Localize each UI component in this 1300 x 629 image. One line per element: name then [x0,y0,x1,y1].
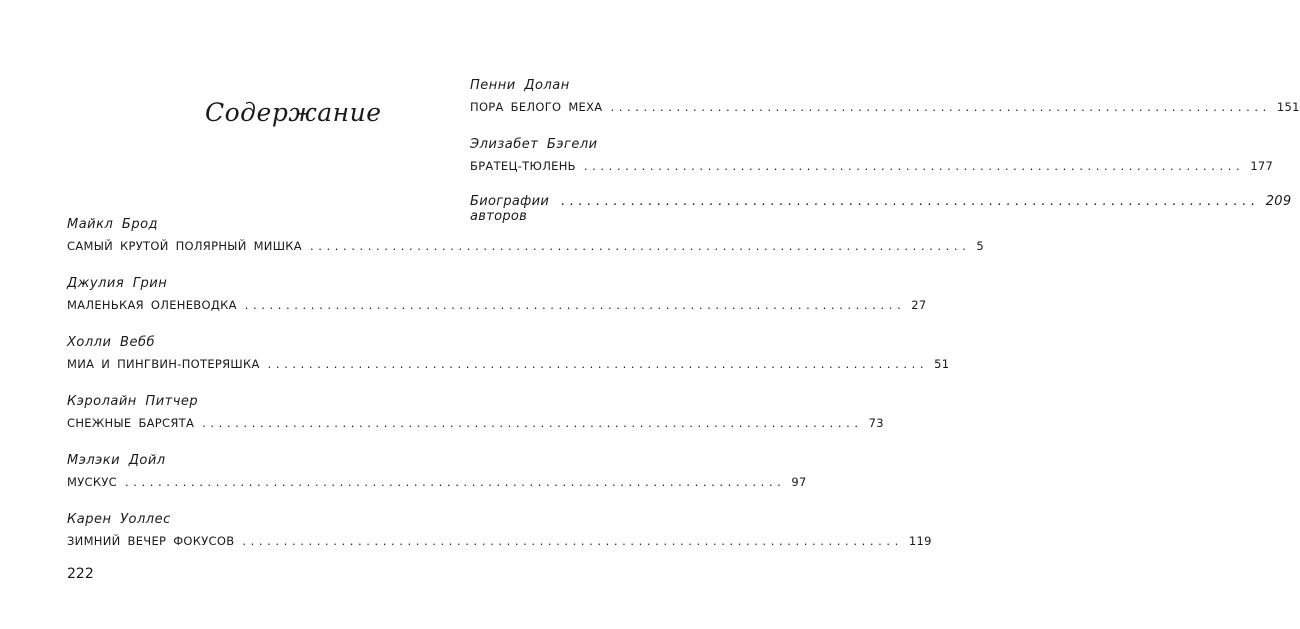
toc-right-column [470,76,1300,224]
entry-title: СНЕЖНЫЕ БАРСЯТА [67,416,195,430]
dot-leader: ................................................................................ [309,239,971,253]
toc-entry[interactable] [470,76,1300,135]
toc-entry[interactable] [470,135,1274,194]
entry-author: Майкл Брод [67,217,159,232]
entry-title: БРАТЕЦ-ТЮЛЕНЬ [470,159,576,173]
toc-entry[interactable] [67,392,884,451]
dot-leader: ................................................................................ [242,534,903,548]
dot-leader: ................................................................................ [583,159,1245,173]
entry-page: 151 [1276,100,1300,114]
bios-page: 209 [1265,194,1292,209]
toc-left-column [67,215,985,569]
dot-leader: ................................................................................ [561,194,1260,209]
entry-page: 177 [1250,159,1274,173]
entry-author: Мэлэки Дойл [67,453,166,468]
entry-author: Кэролайн Питчер [67,394,199,409]
dot-leader: ................................................................................ [124,475,786,489]
toc-entry-bios[interactable] [470,194,1292,224]
entry-author: Холли Вебб [67,335,156,350]
entry-page: 97 [791,475,807,489]
entry-page: 119 [908,534,932,548]
entry-title: ЗИМНИЙ ВЕЧЕР ФОКУСОВ [67,534,235,548]
dot-leader: ................................................................................ [244,298,906,312]
toc-entry[interactable] [67,451,807,510]
entry-author: Карен Уоллес [67,512,171,527]
entry-page: 51 [934,357,950,371]
dot-leader: ................................................................................ [202,416,863,430]
dot-leader: ................................................................................ [610,100,1271,114]
entry-author: Пенни Долан [470,78,570,93]
dot-leader: ................................................................................ [267,357,929,371]
entry-title: МАЛЕНЬКАЯ ОЛЕНЕВОДКА [67,298,237,312]
page-number: 222 [67,566,94,582]
entry-title: МИА И ПИНГВИН-ПОТЕРЯШКА [67,357,260,371]
entry-author: Джулия Грин [67,276,168,291]
entry-author: Элизабет Бэгели [470,137,598,152]
page-title: Содержание [205,98,382,127]
entry-page: 5 [976,239,985,253]
toc-entry[interactable] [67,333,950,392]
toc-entry[interactable] [67,510,932,569]
entry-page: 27 [911,298,927,312]
entry-page: 73 [868,416,884,430]
bios-label: Биографии авторов [470,194,550,224]
entry-title: МУСКУС [67,475,117,489]
entry-title: САМЫЙ КРУТОЙ ПОЛЯРНЫЙ МИШКА [67,239,302,253]
toc-entry[interactable] [67,215,985,274]
toc-entry[interactable] [67,274,927,333]
entry-title: ПОРА БЕЛОГО МЕХА [470,100,603,114]
